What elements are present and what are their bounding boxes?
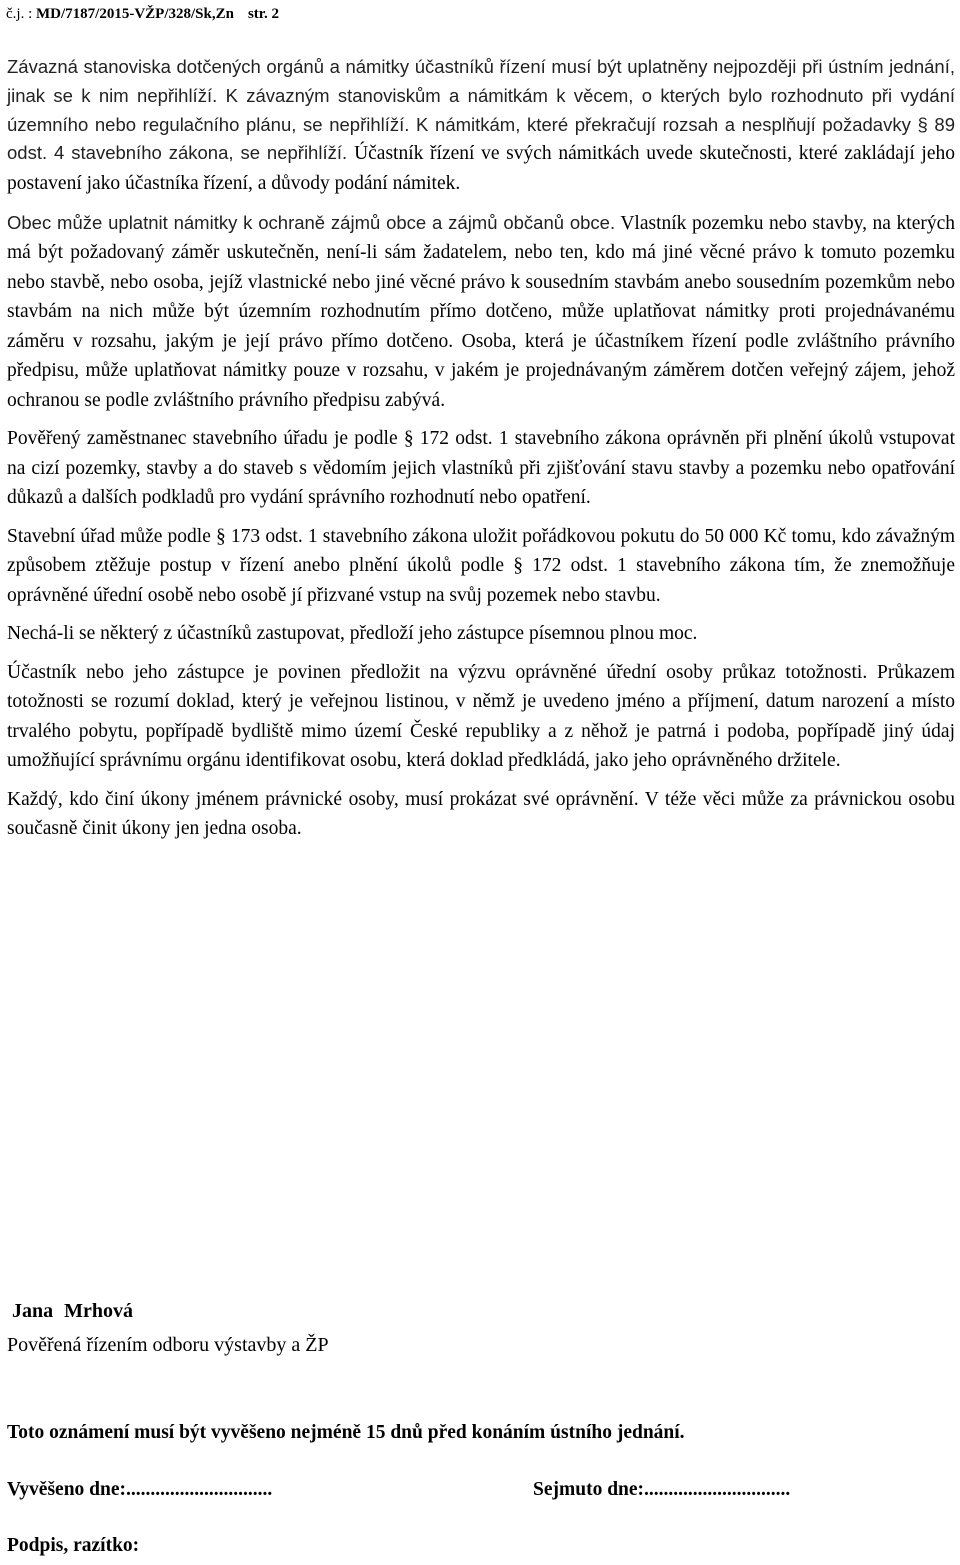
signatory-name: Jana Mrhová bbox=[12, 1300, 133, 1322]
paragraph-representation: Nechá-li se některý z účastníků zastupovat, předloží jeho zástupce písemnou plnou moc. bbox=[7, 623, 698, 645]
reference-prefix: č.j. : bbox=[6, 6, 36, 22]
page-header bbox=[6, 4, 279, 24]
paragraph-legal-entity: Každý, kdo činí úkony jménem právnické osoby, musí prokázat své oprávnění. V téže věci může za právnickou osobu současně činit úkony jen jedna osoba. bbox=[7, 788, 955, 840]
removed-date-field: Sejmuto dne:.............................. bbox=[533, 1479, 791, 1500]
paragraph-authorized-employee: Pověřený zaměstnanec stavebního úřadu je podle § 172 odst. 1 stavebního zákona oprávněn při plnění úkolů vstupovat na cizí pozemky, stavby a do staveb s vědomím jejich vlastníků při zjišťování stavu stavby a pozemku nebo opatřování důkazů a dalších podkladů pro vydání správního rozhodnutí nebo opatření. bbox=[7, 428, 955, 509]
paragraph-fine: Stavební úřad může podle § 173 odst. 1 stavebního zákona uložit pořádkovou pokutu do 50 000 Kč tomu, kdo závažným způsobem ztěžuje postup v řízení anebo plnění úkolů podle § 172 odst. 1 stavebního zákona tím, že znemožňuje oprávněné úřední osobě nebo osobě jí přizvané vstup na svůj pozemek nebo stavbu. bbox=[7, 525, 955, 606]
page-number: str. 2 bbox=[247, 6, 280, 22]
signatory-role: Pověřená řízením odboru výstavby a ŽP bbox=[7, 1334, 329, 1356]
signature-stamp-field: Podpis, razítko: bbox=[7, 1535, 140, 1556]
paragraph-text: Účastník řízení ve svých námitkách uvede skutečnosti, které zakládají jeho postavení jako účastníka řízení, a důvody podání námitek. bbox=[7, 143, 955, 195]
document-body bbox=[7, 53, 955, 853]
reference-number: MD/7187/2015-VŽP/328/Sk,Zn bbox=[36, 6, 234, 22]
posted-date-field: Vyvěšeno dne:.............................. bbox=[7, 1479, 273, 1500]
paragraph-text: Závazná stanoviska dotčených orgánů a námitky účastníků řízení musí být uplatněny nejpozději při ústním jednání, jinak se k nim nepřihlíží. K závazným stanoviskům a námitkám k věcem, o kterých bylo rozhodnuto při vydání územního nebo regulačního plánu, se nepřihlíží. K námitkám, které překračují rozsah a nesplňují požadavky § 89 odst. 4 stavebního zákona, se nepřihlíží. bbox=[7, 56, 955, 164]
paragraph-text: Vlastník pozemku nebo stavby, na kterých má být požadovaný záměr uskutečněn, není-li sám žadatelem, nebo ten, kdo má jiné věcné právo k tomuto pozemku nebo stavbě, nebo osoba, jejíž vlastnické nebo jiné věcné právo k sousedním stavbám anebo sousedním pozemkům nebo stavbám na nich může být územním rozhodnutím přímo dotčeno, může uplatňovat námitky proti projednávanému záměru v rozsahu, jakým je její právo přímo dotčeno. Osoba, která je účastníkem řízení podle zvláštního právního předpisu, může uplatňovat námitky pouze v rozsahu, v jakém je projednávaným záměrem dotčen veřejný zájem, jehož ochranou se podle zvláštního právního předpisu zabývá. bbox=[7, 212, 955, 411]
paragraph-objections-deadline bbox=[7, 53, 955, 199]
paragraph-text: Obec může uplatnit námitky k ochraně zájmů obce a zájmů občanů obce. bbox=[7, 211, 616, 233]
posting-notice: Toto oznámení musí být vyvěšeno nejméně 15 dnů před konáním ústního jednání. bbox=[7, 1422, 685, 1443]
paragraph-municipality-objections bbox=[7, 208, 955, 416]
paragraph-identity-card: Účastník nebo jeho zástupce je povinen předložit na výzvu oprávněné úřední osoby průkaz totožnosti. Průkazem totožnosti se rozumí doklad, který je veřejnou listinou, v němž je uvedeno jméno a příjmení, datum narození a místo trvalého pobytu, popřípadě bydliště mimo území České republiky a z něhož je patrná i podoba, popřípadě jiný údaj umožňující správnímu orgánu identifikovat osobu, která doklad předkládá, jako jeho oprávněného držitele. bbox=[7, 661, 955, 772]
signature-block bbox=[7, 1297, 947, 1359]
